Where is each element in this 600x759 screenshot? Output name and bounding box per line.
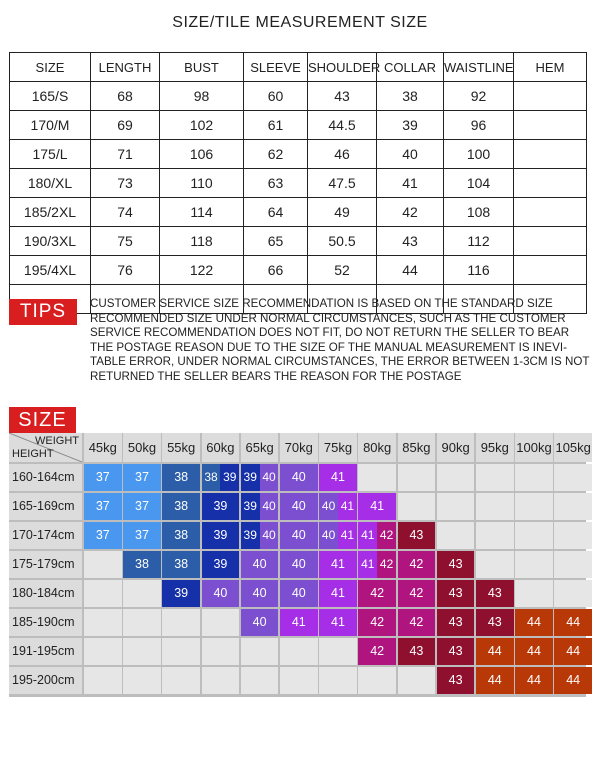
- size-cell: 43: [476, 580, 514, 607]
- weight-header-cell: 100kg: [515, 433, 553, 462]
- size-cell: 44: [476, 667, 514, 694]
- measurement-cell: 43: [377, 227, 444, 256]
- size-cell-empty: [241, 638, 279, 665]
- size-cell-empty: [123, 580, 161, 607]
- measurement-row: [10, 111, 587, 140]
- tips-badge: TIPS: [9, 299, 77, 325]
- measurement-cell: 92: [444, 82, 514, 111]
- size-cell: 42: [377, 522, 396, 549]
- size-cell-empty: [554, 493, 592, 520]
- measurement-cell: 106: [160, 140, 244, 169]
- height-header-cell: 170-174cm: [9, 522, 82, 549]
- size-cell: 40: [280, 464, 318, 491]
- measurement-row: [10, 140, 587, 169]
- size-cell-empty: [515, 522, 553, 549]
- measurement-cell: 40: [377, 140, 444, 169]
- size-cell: 43: [437, 667, 475, 694]
- measurement-cell: 47.5: [308, 169, 377, 198]
- measurement-cell: 49: [308, 198, 377, 227]
- size-cell: 43: [398, 522, 436, 549]
- size-cell-empty: [84, 580, 122, 607]
- weight-header-cell: 50kg: [123, 433, 161, 462]
- size-cell: 43: [437, 580, 475, 607]
- measurement-cell: 165/S: [10, 82, 91, 111]
- size-cell: 40: [319, 493, 338, 520]
- weight-header-cell: 55kg: [162, 433, 200, 462]
- size-cell: 38: [162, 551, 200, 578]
- size-cell-empty: [84, 638, 122, 665]
- measurement-cell: 65: [244, 227, 308, 256]
- measurement-header-cell: SLEEVE: [244, 53, 308, 82]
- weight-header-cell: 85kg: [398, 433, 436, 462]
- measurement-header-cell: COLLAR: [377, 53, 444, 82]
- size-cell: 43: [437, 638, 475, 665]
- size-cell-empty: [162, 609, 200, 636]
- measurement-cell: 180/XL: [10, 169, 91, 198]
- measurement-cell: 52: [308, 256, 377, 285]
- size-cell: 41: [319, 580, 357, 607]
- size-cell: 42: [358, 580, 396, 607]
- measurement-cell: [514, 140, 587, 169]
- size-cell: 44: [476, 638, 514, 665]
- size-cell: 41: [280, 609, 318, 636]
- measurement-table: [9, 52, 587, 314]
- size-cell: 40: [280, 493, 318, 520]
- size-cell-empty: [162, 667, 200, 694]
- size-badge: SIZE: [9, 407, 76, 433]
- size-cell: 38: [162, 464, 200, 491]
- weight-header-cell: 95kg: [476, 433, 514, 462]
- size-cell: 39: [202, 551, 240, 578]
- size-cell-empty: [515, 580, 553, 607]
- measurement-cell: 42: [377, 198, 444, 227]
- measurement-cell: 44: [377, 256, 444, 285]
- size-cell: 37: [84, 464, 122, 491]
- size-cell-empty: [202, 609, 240, 636]
- size-cell: 40: [260, 464, 279, 491]
- measurement-cell: 44.5: [308, 111, 377, 140]
- size-cell: 39: [241, 493, 260, 520]
- height-header-cell: 195-200cm: [9, 667, 82, 694]
- weight-header-cell: 105kg: [554, 433, 592, 462]
- weight-header-cell: 45kg: [84, 433, 122, 462]
- measurement-cell: 39: [377, 111, 444, 140]
- size-cell: 41: [319, 551, 357, 578]
- size-cell: 41: [319, 609, 357, 636]
- size-cell-empty: [398, 464, 436, 491]
- size-cell: 43: [437, 551, 475, 578]
- measurement-cell: 74: [91, 198, 160, 227]
- height-header-cell: 175-179cm: [9, 551, 82, 578]
- size-cell-empty: [280, 667, 318, 694]
- size-cell: 40: [241, 580, 279, 607]
- measurement-cell: 43: [308, 82, 377, 111]
- measurement-cell: 62: [244, 140, 308, 169]
- size-cell: 42: [398, 609, 436, 636]
- size-cell-empty: [437, 522, 475, 549]
- measurement-cell: [514, 227, 587, 256]
- size-cell: 39: [241, 522, 260, 549]
- size-cell-empty: [515, 493, 553, 520]
- measurement-cell: [514, 256, 587, 285]
- measurement-cell: 50.5: [308, 227, 377, 256]
- size-cell-empty: [554, 580, 592, 607]
- measurement-cell: [514, 198, 587, 227]
- measurement-cell: 38: [377, 82, 444, 111]
- page-title: SIZE/TILE MEASUREMENT SIZE: [172, 14, 428, 31]
- measurement-cell: 116: [444, 256, 514, 285]
- size-cell: 41: [319, 464, 357, 491]
- size-cell: 41: [358, 522, 377, 549]
- height-header-cell: 160-164cm: [9, 464, 82, 491]
- size-cell: 40: [260, 522, 279, 549]
- measurement-cell: 185/2XL: [10, 198, 91, 227]
- size-cell: 41: [338, 522, 357, 549]
- size-cell: 39: [220, 464, 239, 491]
- size-cell-empty: [554, 522, 592, 549]
- size-cell: 37: [123, 493, 161, 520]
- measurement-header-cell: BUST: [160, 53, 244, 82]
- measurement-cell: 114: [160, 198, 244, 227]
- size-cell: 38: [162, 493, 200, 520]
- measurement-header-cell: HEM: [514, 53, 587, 82]
- measurement-cell: 46: [308, 140, 377, 169]
- measurement-cell: 110: [160, 169, 244, 198]
- weight-header-cell: 75kg: [319, 433, 357, 462]
- weight-axis-label: WEIGHT: [35, 435, 79, 447]
- height-axis-label: HEIGHT: [12, 448, 54, 460]
- measurement-cell: 98: [160, 82, 244, 111]
- height-header-cell: 185-190cm: [9, 609, 82, 636]
- size-cell: 43: [398, 638, 436, 665]
- size-cell: 42: [358, 638, 396, 665]
- weight-header-cell: 80kg: [358, 433, 396, 462]
- size-cell-empty: [319, 638, 357, 665]
- measurement-row: [10, 169, 587, 198]
- measurement-cell: 122: [160, 256, 244, 285]
- size-cell: 41: [358, 551, 377, 578]
- size-cell: 44: [515, 667, 553, 694]
- measurement-row: [10, 227, 587, 256]
- weight-header-cell: 65kg: [241, 433, 279, 462]
- size-cell-empty: [84, 667, 122, 694]
- measurement-header-cell: WAISTLINE: [444, 53, 514, 82]
- size-cell: 40: [280, 551, 318, 578]
- tips-text: CUSTOMER SERVICE SIZE RECOMMENDATION IS BASED ON THE STANDARD SIZE RECOMMENDED SIZE UNDER NORMAL CIRCUMSTANCES, SUCH AS THE CUSTOMER SERVICE RECOMMENDATION DOES NOT FIT, DO NOT RETURN THE SELLER TO BEAR THE POSTAGE REASON DUE TO THE SIZE OF THE MANUAL MEASUREMENT IS INEVI-TABLE ERROR, UNDER NORMAL CIRCUMSTANCES, THE ERROR BETWEEN 1-3CM IS NOT RETURNED THE SELLER BEARS THE REASON FOR THE POSTAGE: [90, 297, 590, 383]
- size-recommendation-chart: [9, 433, 591, 697]
- measurement-cell: 66: [244, 256, 308, 285]
- size-cell-empty: [476, 522, 514, 549]
- size-cell: 43: [437, 609, 475, 636]
- size-cell: 37: [123, 522, 161, 549]
- size-cell-empty: [123, 609, 161, 636]
- measurement-cell: 75: [91, 227, 160, 256]
- size-cell: 39: [241, 464, 260, 491]
- size-cell: 44: [554, 638, 592, 665]
- measurement-cell: 63: [244, 169, 308, 198]
- measurement-cell: 61: [244, 111, 308, 140]
- size-cell: 37: [84, 522, 122, 549]
- measurement-header-cell: LENGTH: [91, 53, 160, 82]
- size-cell-empty: [358, 464, 396, 491]
- measurement-header-row: [10, 53, 587, 82]
- size-cell-empty: [554, 464, 592, 491]
- size-cell-empty: [554, 551, 592, 578]
- measurement-cell: 108: [444, 198, 514, 227]
- weight-header-cell: 90kg: [437, 433, 475, 462]
- size-cell: 42: [398, 580, 436, 607]
- measurement-cell: 64: [244, 198, 308, 227]
- size-cell: 40: [280, 580, 318, 607]
- measurement-cell: 68: [91, 82, 160, 111]
- size-cell-empty: [123, 667, 161, 694]
- measurement-cell: 104: [444, 169, 514, 198]
- measurement-cell: 71: [91, 140, 160, 169]
- size-cell: 40: [202, 580, 240, 607]
- measurement-cell: 69: [91, 111, 160, 140]
- size-cell: 40: [241, 609, 279, 636]
- measurement-cell: 96: [444, 111, 514, 140]
- weight-header-cell: 60kg: [202, 433, 240, 462]
- measurement-cell: [514, 169, 587, 198]
- size-cell-empty: [515, 464, 553, 491]
- size-cell-empty: [437, 464, 475, 491]
- size-cell-empty: [358, 667, 396, 694]
- size-cell-empty: [162, 638, 200, 665]
- measurement-cell: 102: [160, 111, 244, 140]
- size-cell: 44: [554, 609, 592, 636]
- weight-header-cell: 70kg: [280, 433, 318, 462]
- size-cell: 40: [260, 493, 279, 520]
- size-cell-empty: [398, 493, 436, 520]
- size-cell: 38: [202, 464, 221, 491]
- measurement-cell: 195/4XL: [10, 256, 91, 285]
- height-header-cell: 180-184cm: [9, 580, 82, 607]
- measurement-cell: [514, 82, 587, 111]
- size-cell-empty: [202, 667, 240, 694]
- measurement-header-cell: SIZE: [10, 53, 91, 82]
- size-cell-empty: [319, 667, 357, 694]
- measurement-cell: 60: [244, 82, 308, 111]
- size-cell-empty: [84, 609, 122, 636]
- measurement-cell: 175/L: [10, 140, 91, 169]
- measurement-row: [10, 198, 587, 227]
- size-cell: 44: [515, 609, 553, 636]
- size-cell: 42: [358, 609, 396, 636]
- measurement-cell: 112: [444, 227, 514, 256]
- size-cell: 40: [241, 551, 279, 578]
- height-header-cell: 191-195cm: [9, 638, 82, 665]
- size-cell: 41: [338, 493, 357, 520]
- measurement-cell: 100: [444, 140, 514, 169]
- size-cell-empty: [476, 551, 514, 578]
- size-cell-empty: [437, 493, 475, 520]
- size-cell: 38: [123, 551, 161, 578]
- size-cell: 38: [162, 522, 200, 549]
- size-cell: 37: [123, 464, 161, 491]
- size-cell-empty: [280, 638, 318, 665]
- measurement-cell: [514, 111, 587, 140]
- size-cell-empty: [476, 464, 514, 491]
- measurement-cell: 170/M: [10, 111, 91, 140]
- measurement-cell: 41: [377, 169, 444, 198]
- size-cell: 37: [84, 493, 122, 520]
- measurement-header-cell: SHOULDER: [308, 53, 377, 82]
- measurement-cell: 73: [91, 169, 160, 198]
- size-cell-empty: [515, 551, 553, 578]
- size-cell: 40: [319, 522, 338, 549]
- size-cell-empty: [123, 638, 161, 665]
- chart-corner-header: [9, 433, 82, 462]
- size-cell: 39: [202, 522, 240, 549]
- size-cell: 39: [162, 580, 200, 607]
- size-cell: 42: [398, 551, 436, 578]
- size-cell-empty: [476, 493, 514, 520]
- size-cell-empty: [398, 667, 436, 694]
- size-cell: 41: [358, 493, 396, 520]
- size-cell: 40: [280, 522, 318, 549]
- measurement-row: [10, 82, 587, 111]
- size-cell-empty: [202, 638, 240, 665]
- height-header-cell: 165-169cm: [9, 493, 82, 520]
- size-cell: 43: [476, 609, 514, 636]
- size-cell: 42: [377, 551, 396, 578]
- measurement-row: [10, 256, 587, 285]
- size-cell: 44: [515, 638, 553, 665]
- measurement-cell: 76: [91, 256, 160, 285]
- size-cell: 44: [554, 667, 592, 694]
- size-cell: 39: [202, 493, 240, 520]
- size-cell-empty: [84, 551, 122, 578]
- measurement-cell: 118: [160, 227, 244, 256]
- size-cell-empty: [241, 667, 279, 694]
- measurement-cell: 190/3XL: [10, 227, 91, 256]
